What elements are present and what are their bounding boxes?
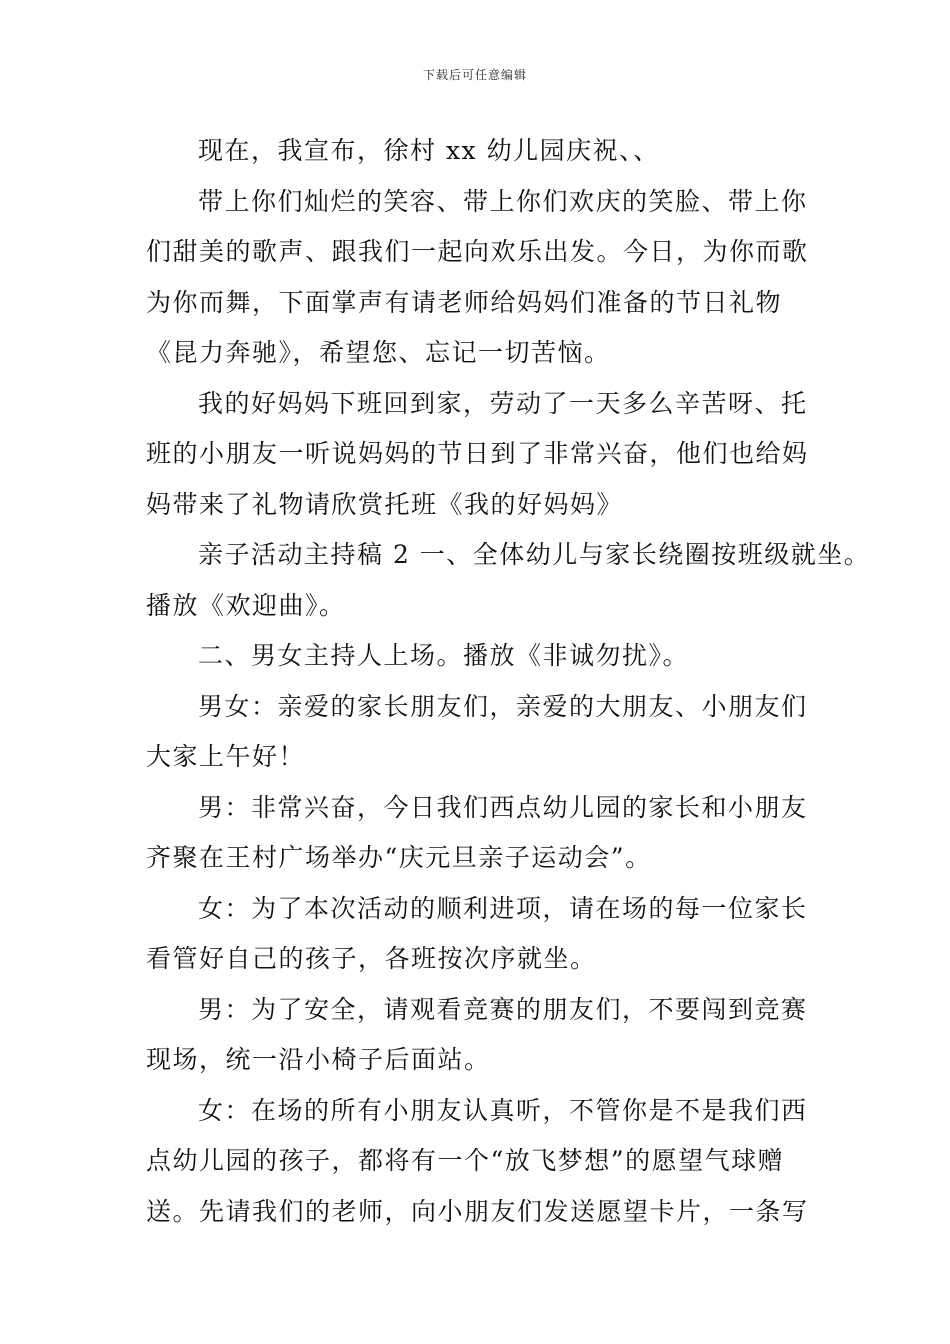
paragraph (146, 1086, 836, 1238)
page-header: 下载后可任意编辑 (422, 68, 527, 82)
text-line: 齐聚在王村广场举办“庆元旦亲子运动会”。 (146, 843, 652, 872)
text-line: 们甜美的歌声、跟我们一起向欢乐出发。今日，为你而歌 (146, 237, 809, 266)
text-line: 二、男女主持人上场。播放《非诚勿扰》。 (198, 641, 690, 670)
text-line: 女：为了本次活动的顺利进项，请在场的每一位家长 (198, 893, 808, 923)
text-line: 现在，我宣布，徐村 xx 幼儿园庆祝、、 (198, 136, 660, 165)
paragraph (146, 783, 836, 884)
paragraph (146, 631, 836, 682)
paragraph (146, 884, 836, 985)
text-line: 男女：亲爱的家长朋友们，亲爱的大朋友、小朋友们 (198, 691, 808, 721)
text-line: 为你而舞，下面掌声有请老师给妈妈们准备的节日礼物 (146, 287, 783, 317)
paragraph (146, 530, 871, 631)
text-line: 大家上午好！ (146, 742, 306, 771)
text-line: 现场，统一沿小椅子后面站。 (146, 1045, 491, 1074)
text-line: 我的好妈妈下班回到家，劳动了一天多么辛苦呀、托 (198, 388, 808, 418)
text-line: 带上你们灿烂的笑容、带上你们欢庆的笑脸、带上你 (198, 186, 808, 216)
paragraph (146, 682, 836, 783)
paragraph (146, 177, 836, 379)
text-line: 男：为了安全，请观看竞赛的朋友们，不要闯到竞赛 (198, 994, 808, 1024)
text-line: 点幼儿园的孩子，都将有一个“放飞梦想”的愿望气球赠 (146, 1146, 785, 1175)
text-line: 《昆力奔驰》，希望您、忘记一切苦恼。 (146, 338, 611, 367)
text-line: 妈带来了礼物请欣赏托班《我的好妈妈》 (146, 489, 624, 519)
text-line: 播放《欢迎曲》。 (146, 590, 346, 620)
text-line: 亲子活动主持稿 2 一、全体幼儿与家长绕圈按班级就坐。 (198, 540, 871, 569)
text-line: 看管好自己的孩子，各班按次序就坐。 (146, 944, 597, 973)
text-line: 送。先请我们的老师，向小朋友们发送愿望卡片，一条写 (146, 1196, 809, 1226)
document-body (146, 126, 871, 1237)
text-line: 男：非常兴奋，今日我们西点幼儿园的家长和小朋友 (198, 792, 808, 822)
paragraph (146, 126, 836, 177)
text-line: 班的小朋友一听说妈妈的节日到了非常兴奋，他们也给妈 (146, 439, 809, 468)
paragraph (146, 985, 836, 1086)
paragraph (146, 379, 836, 531)
text-line: 女：在场的所有小朋友认真听，不管你是不是我们西 (198, 1095, 808, 1125)
